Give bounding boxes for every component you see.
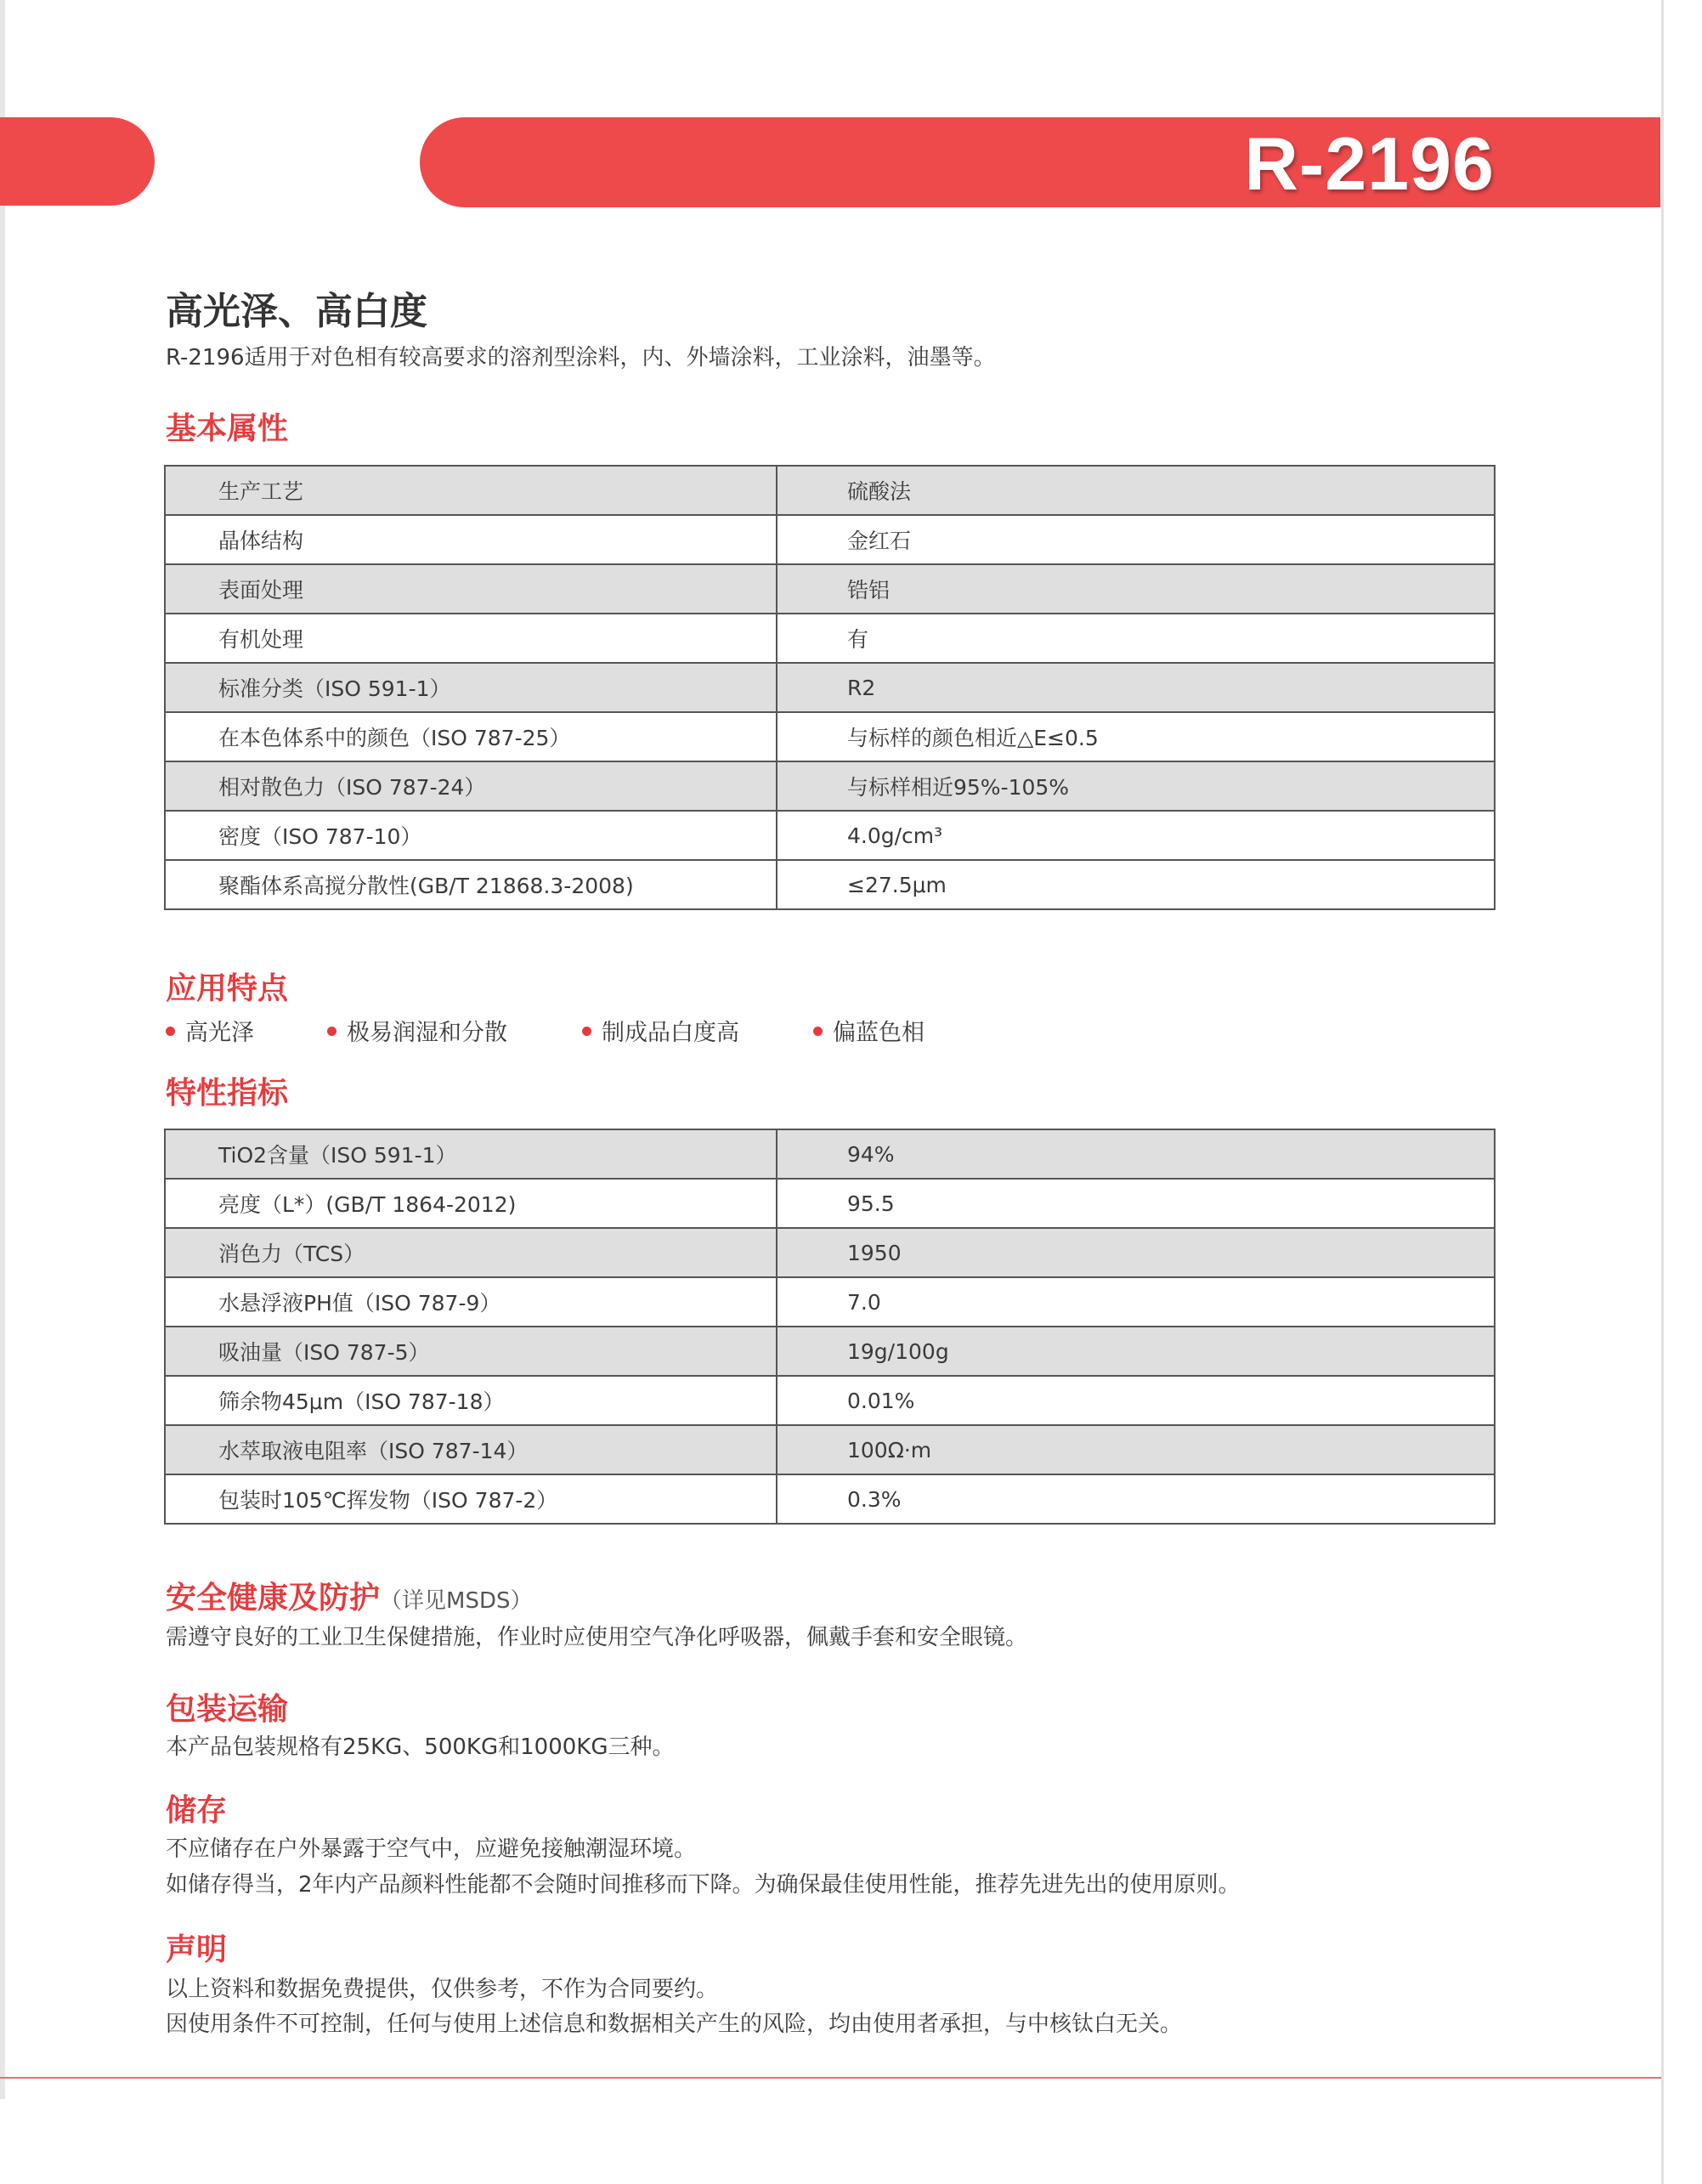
indicator-label: 消色力（TCS）: [165, 1228, 777, 1277]
product-banner: [420, 117, 1660, 207]
property-value: 锆铝: [777, 564, 1495, 614]
indicator-value: 0.01%: [777, 1376, 1495, 1425]
intro-text: R-2196适用于对色相有较高要求的溶剂型涂料，内、外墙涂料，工业涂料，油墨等。: [166, 345, 996, 371]
statement-text-line2: 因使用条件不可控制，任何与使用上述信息和数据相关产生的风险，均由使用者承担，与中核钛白无关。: [166, 2011, 1183, 2037]
list-item: [582, 1014, 739, 1047]
property-value: 金红石: [777, 515, 1495, 564]
indicator-label: 水萃取液电阻率（ISO 787-14）: [165, 1425, 777, 1474]
safety-title-text: 安全健康及防护: [166, 1581, 381, 1615]
property-label: 密度（ISO 787-10）: [165, 811, 777, 860]
safety-title: [166, 1574, 532, 1617]
feature-list: [166, 1014, 1270, 1048]
property-label: 相对散色力（ISO 787-24）: [165, 761, 777, 811]
safety-text: 需遵守良好的工业卫生保健措施，作业时应使用空气净化呼吸器，佩戴手套和安全眼镜。: [166, 1625, 1028, 1650]
application-features-title: 应用特点: [166, 971, 289, 1006]
property-value: 与标样的颜色相近△E≤0.5: [777, 712, 1495, 761]
page-edge-left: [0, 0, 5, 2099]
page-headline: 高光泽、高白度: [166, 290, 427, 333]
table-row: [165, 712, 1495, 761]
indicator-value: 19g/100g: [777, 1327, 1495, 1376]
indicator-value: 1950: [777, 1228, 1495, 1277]
table-row: [165, 1376, 1495, 1425]
table-row: [165, 1179, 1495, 1228]
performance-indicators-title: 特性指标: [166, 1076, 289, 1111]
indicator-label: 包装时105℃挥发物（ISO 787-2）: [165, 1474, 777, 1524]
packaging-text: 本产品包装规格有25KG、500KG和1000KG三种。: [166, 1734, 675, 1760]
property-label: 聚酯体系高搅分散性(GB/T 21868.3-2008): [165, 860, 777, 909]
table-row: [165, 564, 1495, 614]
indicator-value: 7.0: [777, 1277, 1495, 1327]
property-label: 在本色体系中的颜色（ISO 787-25）: [165, 712, 777, 761]
safety-msds-note: （详见MSDS）: [380, 1588, 533, 1614]
bullet-icon: [327, 1027, 336, 1036]
product-code: R-2196: [1244, 122, 1495, 206]
property-label: 有机处理: [165, 614, 777, 663]
property-value: 4.0g/cm³: [777, 811, 1495, 860]
property-value: 有: [777, 614, 1495, 663]
table-row: [165, 663, 1495, 712]
basic-properties-table: [164, 465, 1496, 910]
property-value: 与标样相近95%-105%: [777, 761, 1495, 811]
feature-label: 高光泽: [185, 1020, 254, 1046]
table-row: [165, 1425, 1495, 1474]
table-row: [165, 515, 1495, 564]
indicator-value: 95.5: [777, 1179, 1495, 1228]
property-label: 标准分类（ISO 591-1）: [165, 663, 777, 712]
footer-divider: [0, 2077, 1661, 2079]
indicator-value: 94%: [777, 1129, 1495, 1179]
property-label: 生产工艺: [165, 466, 777, 515]
storage-text-line2: 如储存得当，2年内产品颜料性能都不会随时间推移而下降。为确保最佳使用性能，推荐先进先出的使用原则。: [166, 1872, 1241, 1898]
banner-left-tab: [0, 117, 155, 206]
table-row: [165, 811, 1495, 860]
table-row: [165, 1474, 1495, 1524]
storage-title: 储存: [166, 1793, 228, 1828]
table-row: [165, 761, 1495, 811]
basic-properties-title: 基本属性: [166, 411, 289, 446]
list-item: [813, 1014, 925, 1047]
indicator-label: 吸油量（ISO 787-5）: [165, 1327, 777, 1376]
table-row: [165, 1129, 1495, 1179]
indicator-value: 100Ω·m: [777, 1425, 1495, 1474]
property-label: 晶体结构: [165, 515, 777, 564]
feature-label: 制成品白度高: [602, 1020, 739, 1046]
indicator-label: TiO2含量（ISO 591-1）: [165, 1129, 777, 1179]
table-row: [165, 614, 1495, 663]
table-row: [165, 466, 1495, 515]
table-row: [165, 860, 1495, 909]
indicator-value: 0.3%: [777, 1474, 1495, 1524]
property-label: 表面处理: [165, 564, 777, 614]
bullet-icon: [813, 1027, 823, 1036]
packaging-title: 包装运输: [166, 1692, 289, 1727]
property-value: R2: [777, 663, 1495, 712]
bullet-icon: [582, 1027, 591, 1036]
indicator-label: 水悬浮液PH值（ISO 787-9）: [165, 1277, 777, 1327]
page-edge-right: [1661, 0, 1664, 2184]
statement-title: 声明: [166, 1932, 228, 1967]
list-item: [166, 1014, 254, 1047]
property-value: ≤27.5μm: [777, 860, 1495, 909]
table-row: [165, 1327, 1495, 1376]
property-value: 硫酸法: [777, 466, 1495, 515]
feature-label: 偏蓝色相: [833, 1020, 925, 1046]
indicator-label: 筛余物45μm（ISO 787-18）: [165, 1376, 777, 1425]
indicator-label: 亮度（L*）(GB/T 1864-2012): [165, 1179, 777, 1228]
table-row: [165, 1277, 1495, 1327]
storage-text-line1: 不应储存在户外暴露于空气中，应避免接触潮湿环境。: [166, 1836, 697, 1862]
bullet-icon: [166, 1027, 175, 1036]
list-item: [327, 1014, 507, 1047]
feature-label: 极易润湿和分散: [347, 1020, 507, 1046]
table-row: [165, 1228, 1495, 1277]
statement-text-line1: 以上资料和数据免费提供，仅供参考，不作为合同要约。: [166, 1977, 719, 2002]
performance-indicators-table: [164, 1129, 1496, 1525]
